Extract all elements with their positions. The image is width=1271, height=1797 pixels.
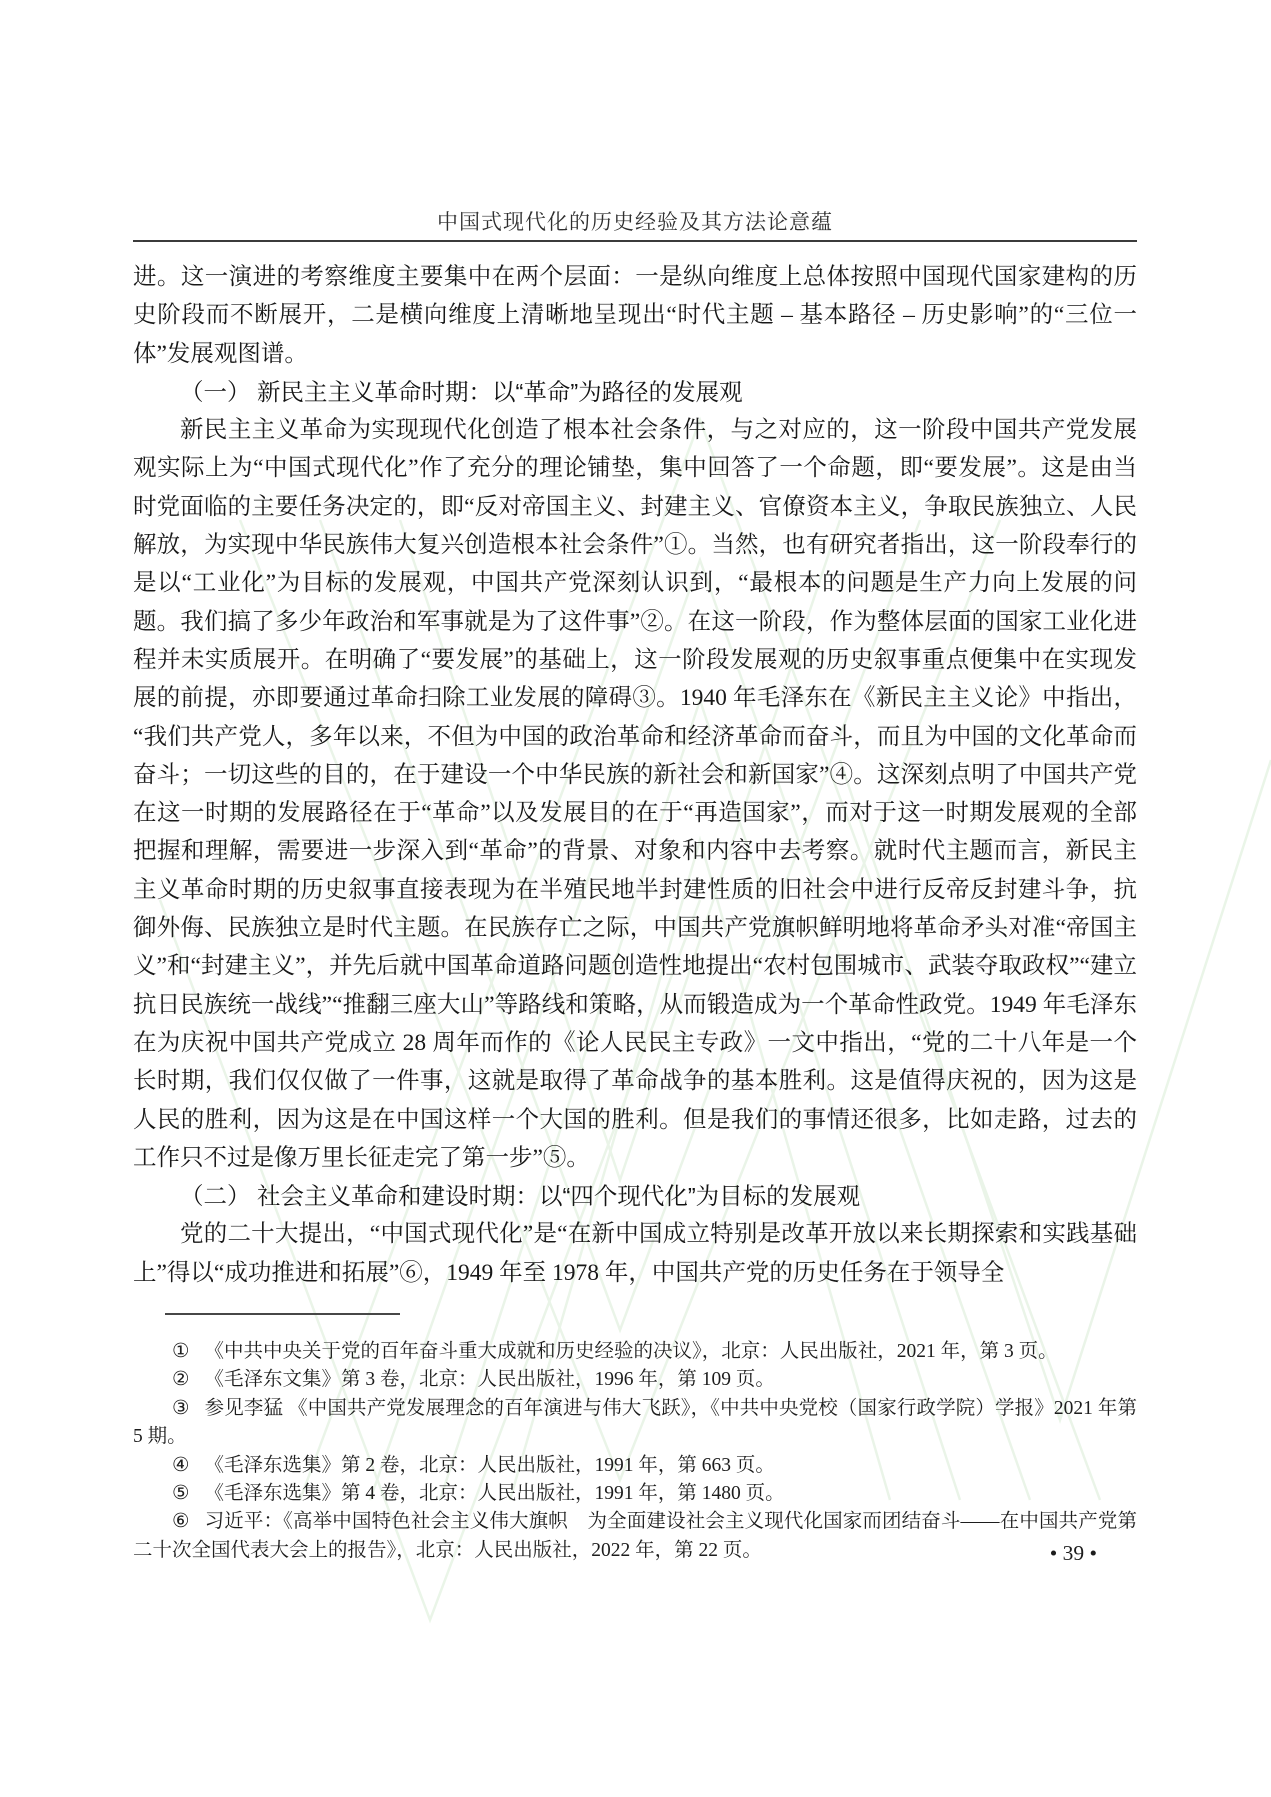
footnote-marker: ① bbox=[172, 1341, 190, 1362]
footnote bbox=[133, 1395, 1137, 1452]
footnote-text: 《毛泽东文集》第 3 卷，北京：人民出版社，1996 年，第 109 页。 bbox=[204, 1369, 775, 1391]
footnote-text: 《毛泽东选集》第 4 卷，北京：人民出版社，1991 年，第 1480 页。 bbox=[204, 1483, 785, 1505]
footnote-marker: ② bbox=[172, 1369, 190, 1391]
footnote-marker: ④ bbox=[172, 1454, 190, 1476]
paragraph: （二） 社会主义革命和建设时期：以“四个现代化”为目标的发展观 bbox=[180, 1183, 861, 1210]
footnote-marker: ③ bbox=[172, 1397, 190, 1419]
running-title: 中国式现代化的历史经验及其方法论意蕴 bbox=[437, 210, 833, 234]
footnote-text: 《中共中央关于党的百年奋斗重大成就和历史经验的决议》，北京：人民出版社，2021 年，第 3 页。 bbox=[204, 1341, 1058, 1362]
footnote bbox=[133, 1338, 1137, 1366]
footnotes bbox=[133, 1338, 1137, 1565]
header-rule bbox=[133, 240, 1137, 242]
page-number: • 39 • bbox=[1049, 1541, 1097, 1565]
body-text bbox=[133, 258, 1137, 1292]
paragraph: 进。这一演进的考察维度主要集中在两个层面：一是纵向维度上总体按照中国现代国家建构的历史阶段而不断展开，二是横向维度上清晰地呈现出“时代主题 – 基本路径 – 历史影响”的“三位一体”发展观图谱。 bbox=[133, 264, 1137, 367]
footnote bbox=[133, 1452, 1137, 1480]
footnote bbox=[133, 1366, 1137, 1394]
footnote-text: 参见李猛 《中国共产党发展理念的百年演进与伟大飞跃》，《中共中央党校（国家行政学院）学报》2021 年第 5 期。 bbox=[133, 1397, 1137, 1448]
paragraph: 新民主主义革命为实现现代化创造了根本社会条件，与之对应的，这一阶段中国共产党发展观实际上为“中国式现代化”作了充分的理论铺垫，集中回答了一个命题，即“要发展”。这是由当时党面临的主要任务决定的，即“反对帝国主义、封建主义、官僚资本主义，争取民族独立、人民解放，为实现中华民族伟大复兴创造根本社会条件”①。当然，也有研究者指出，这一阶段奉行的是以“工业化”为目标的发展观，中国共产党深刻认识到，“最根本的问题是生产力向上发展的问题。我们搞了多少年政治和军事就是为了这件事”②。在这一阶段，作为整体层面的国家工业化进程并未实质展开。在明确了“要发展”的基础上，这一阶段发展观的历史叙事重点便集中在实现发展的前提，亦即要通过革命扫除工业发展的障碍③。1940 年毛泽东在《新民主主义论》中指出，“我们共产党人，多年以来，不但为中国的政治革命和经济革命而奋斗，而且为中国的文化革命而奋斗；一切这些的目的，在于建设一个中华民族的新社会和新国家”④。这深刻点明了中国共产党在这一时期的发展路径在于“革命”以及发展目的在于“再造国家”，而对于这一时期发展观的全部把握和理解，需要进一步深入到“革命”的背景、对象和内容中去考察。就时代主题而言，新民主主义革命时期的历史叙事直接表现为在半殖民地半封建性质的旧社会中进行反帝反封建斗争，抗御外侮、民族独立是时代主题。在民族存亡之际，中国共产党旗帜鲜明地将革命矛头对准“帝国主义”和“封建主义”，并先后就中国革命道路问题创造性地提出“农村包围城市、武装夺取政权”“建立抗日民族统一战线”“推翻三座大山”等路线和策略，从而锻造成为一个革命性政党。1949 年毛泽东在为庆祝中国共产党成立 28 周年而作的《论人民民主专政》一文中指出，“党的二十八年是一个长时期，我们仅仅做了一件事，这就是取得了革命战争的基本胜利。这是值得庆祝的，因为这是人民的胜利，因为这是在中国这样一个大国的胜利。但是我们的事情还很多，比如走路，过去的工作只不过是像万里长征走完了第一步”⑤。 bbox=[133, 417, 1137, 1171]
paragraph: 党的二十大提出，“中国式现代化”是“在新中国成立特别是改革开放以来长期探索和实践基础上”得以“成功推进和拓展”⑥，1949 年至 1978 年，中国共产党的历史任务在于领导全 bbox=[133, 1221, 1137, 1286]
footnote-marker: ⑤ bbox=[172, 1483, 190, 1505]
footnote-text: 《毛泽东选集》第 2 卷，北京：人民出版社，1991 年，第 663 页。 bbox=[204, 1454, 775, 1476]
footnote bbox=[133, 1480, 1137, 1508]
footnote-text: 习近平：《高举中国特色社会主义伟大旗帜 为全面建设社会主义现代化国家而团结奋斗——在中国共产党第二十次全国代表大会上的报告》，北京：人民出版社，2022 年，第 22 页。 bbox=[133, 1511, 1137, 1561]
footnote-separator bbox=[165, 1313, 400, 1315]
paragraph: （一） 新民主主义革命时期：以“革命”为路径的发展观 bbox=[180, 378, 743, 405]
footnote-marker: ⑥ bbox=[172, 1511, 190, 1533]
